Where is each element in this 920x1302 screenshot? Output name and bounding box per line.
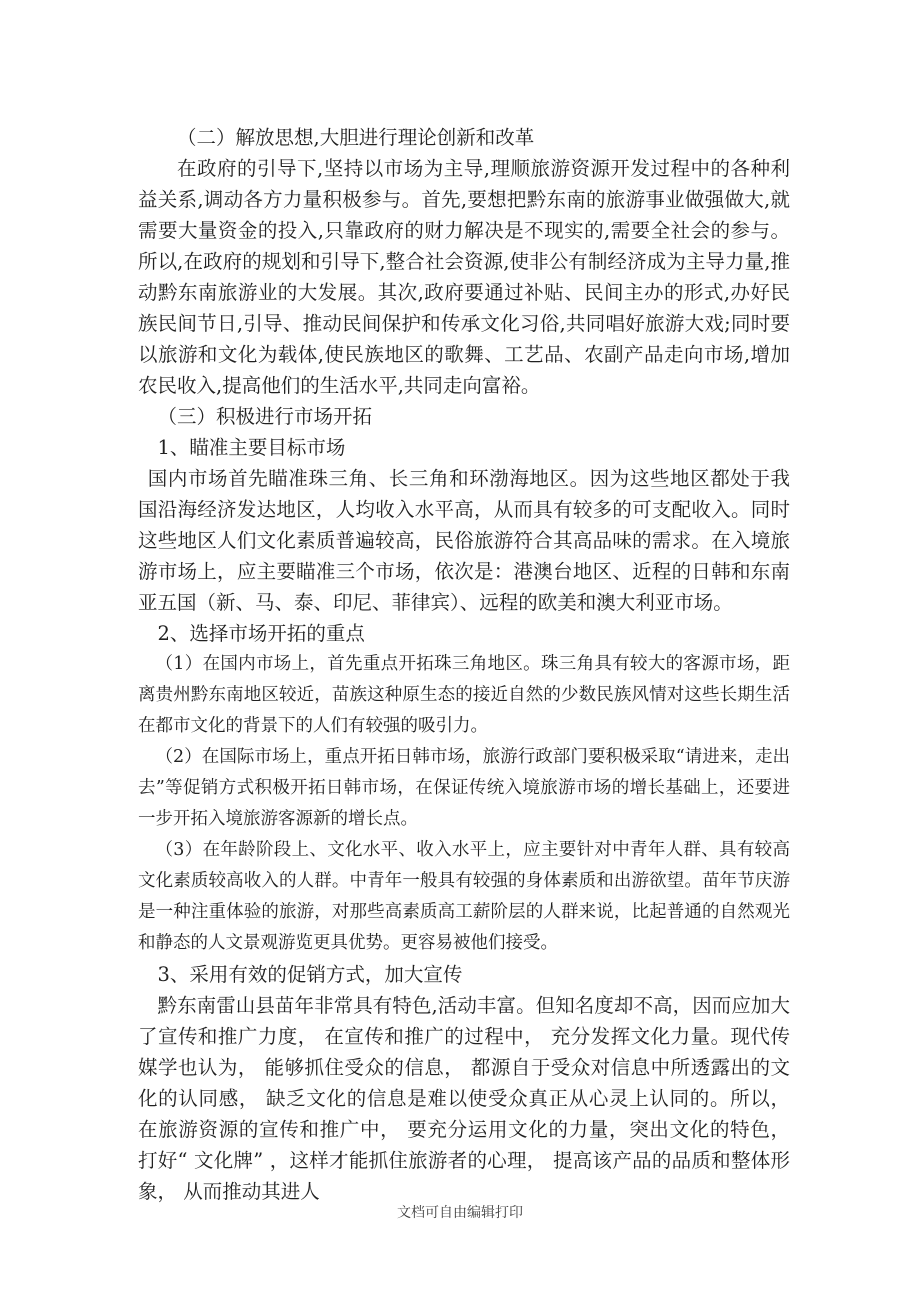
paragraph-point-2: （2）在国际市场上，重点开拓日韩市场，旅游行政部门要积极采取“请进来，走出去”等促销方式积极开拓日韩市场，在保证传统入境旅游市场的增长基础上，还要进一步开拓入境旅游客源新的增长点。	[138, 747, 790, 829]
document-content	[138, 122, 790, 1207]
footer-note: 文档可自由编辑打印	[397, 1205, 523, 1221]
paragraph-item-3-heading: 3、采用有效的促销方式，加大宣传	[157, 963, 463, 986]
paragraph-point-3: （3）在年龄阶段上、文化水平、收入水平上，应主要针对中青年人群、具有较高文化素质较高收入的人群。中青年一般具有较强的身体素质和出游欲望。苗年节庆游是一种注重体验的旅游，对那些高素质高工薪阶层的人群来说，比起普通的自然观光和静态的人文景观游览更具优势。更容易被他们接受。	[138, 840, 790, 953]
paragraph-domestic-market-body: 国内市场首先瞄准珠三角、长三角和环渤海地区。因为这些地区都处于我国沿海经济发达地区，人均收入水平高，从而具有较多的可支配收入。同时这些地区人们文化素质普遍较高，民俗旅游符合其高品味的需求。在入境旅游市场上，应主要瞄准三个市场，依次是：港澳台地区、近程的日韩和东南亚五国（新、马、泰、印尼、菲律宾）、远程的欧美和澳大利亚市场。	[138, 467, 790, 614]
paragraph-section-3-heading: （三）积极进行市场开拓	[157, 405, 373, 428]
paragraph-point-1: （1）在国内市场上，首先重点开拓珠三角地区。珠三角具有较大的客源市场，距离贵州黔东南地区较近，苗族这种原生态的接近自然的少数民族风情对这些长期生活在都市文化的背景下的人们有较强的吸引力。	[138, 654, 790, 736]
paragraph-section-2-heading: （二）解放思想,大胆进行理论创新和改革	[177, 126, 535, 149]
paragraph-section-2-body: 在政府的引导下,坚持以市场为主导,理顺旅游资源开发过程中的各种利益关系,调动各方力量积极参与。首先,要想把黔东南的旅游事业做强做大,就需要大量资金的投入,只靠政府的财力解决是不现实的,需要全社会的参与。所以,在政府的规划和引导下,整合社会资源,使非公有制经济成为主导力量,推动黔东南旅游业的大发展。其次,政府要通过补贴、民间主办的形式,办好民族民间节日,引导、推动民间保护和传承文化习俗,共同唱好旅游大戏;同时要以旅游和文化为载体,使民族地区的歌舞、工艺品、农副产品走向市场,增加农民收入,提高他们的生活水平,共同走向富裕。	[138, 157, 790, 397]
paragraph-promotion-body: 黔东南雷山县苗年非常具有特色,活动丰富。但知名度却不高，因而应加大了宣传和推广力度， 在宣传和推广的过程中， 充分发挥文化力量。现代传媒学也认为， 能够抓住受众的信息， 都源自于受众对信息中所透露出的文化的认同感， 缺乏文化的信息是难以使受众真正从心灵上认同的。所以， 在旅游资源的宣传和推广中， 要充分运用文化的力量，突出文化的特色， 打好“ 文化牌” ，这样才能抓住旅游者的心理， 提高该产品的品质和整体形象， 从而推动其进人	[138, 994, 790, 1203]
paragraph-item-2-heading: 2、选择市场开拓的重点	[157, 622, 365, 645]
paragraph-item-1-heading: 1、瞄准主要目标市场	[157, 436, 346, 459]
